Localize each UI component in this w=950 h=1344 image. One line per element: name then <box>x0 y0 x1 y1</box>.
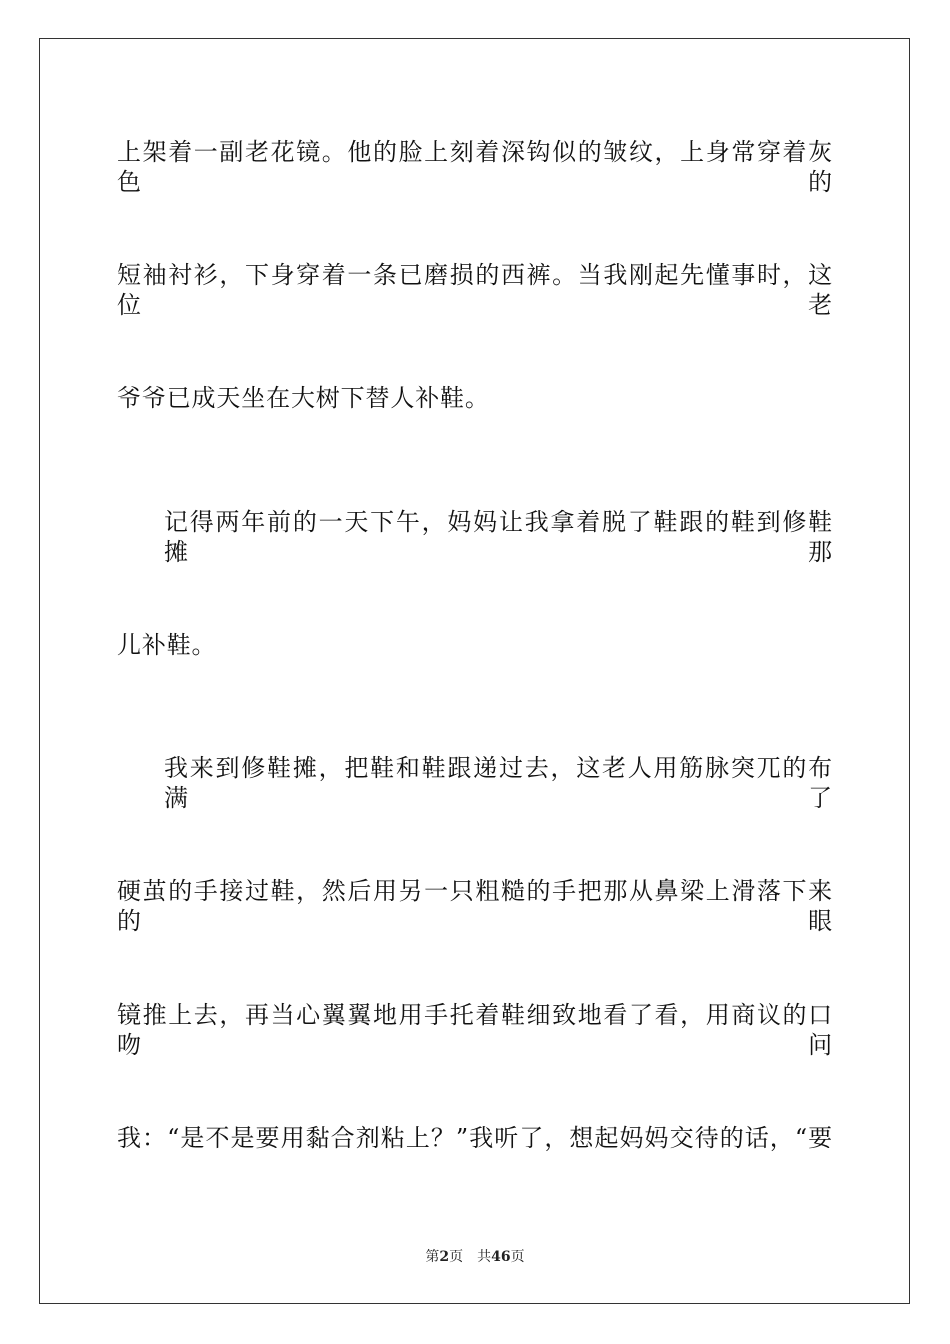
paragraph-line: 镜推上去，再当心翼翼地用手托着鞋细致地看了看，用商议的口吻问 <box>117 1001 833 1059</box>
paragraph-line: 短袖衬衫，下身穿着一条已磨损的西裤。当我刚起先懂事时，这位老 <box>117 261 833 319</box>
total-unit: 页 <box>510 1249 525 1265</box>
paragraph-line: 爷爷已成天坐在大树下替人补鞋。 <box>117 384 490 412</box>
paragraph-line: 儿补鞋。 <box>117 631 217 659</box>
paragraph-line: 上架着一副老花镜。他的脸上刻着深钩似的皱纹，上身常穿着灰色的 <box>117 138 833 196</box>
page-prefix: 第 <box>425 1249 440 1265</box>
paragraph-line: 我：“是不是要用黏合剂粘上？”我听了，想起妈妈交待的话，“要 <box>117 1124 833 1152</box>
total-prefix: 共 <box>477 1249 492 1265</box>
page-footer <box>0 1248 950 1266</box>
paragraph-line: 我来到修鞋摊，把鞋和鞋跟递过去，这老人用筋脉突兀的布满了 <box>164 754 833 812</box>
page-border <box>39 38 910 1304</box>
page-unit: 页 <box>449 1249 464 1265</box>
paragraph-line: 记得两年前的一天下午，妈妈让我拿着脱了鞋跟的鞋到修鞋摊那 <box>164 508 833 566</box>
paragraph-line: 硬茧的手接过鞋，然后用另一只粗糙的手把那从鼻梁上滑落下来的眼 <box>117 877 833 935</box>
page-total: 46 <box>491 1249 511 1265</box>
page-current: 2 <box>439 1249 450 1265</box>
